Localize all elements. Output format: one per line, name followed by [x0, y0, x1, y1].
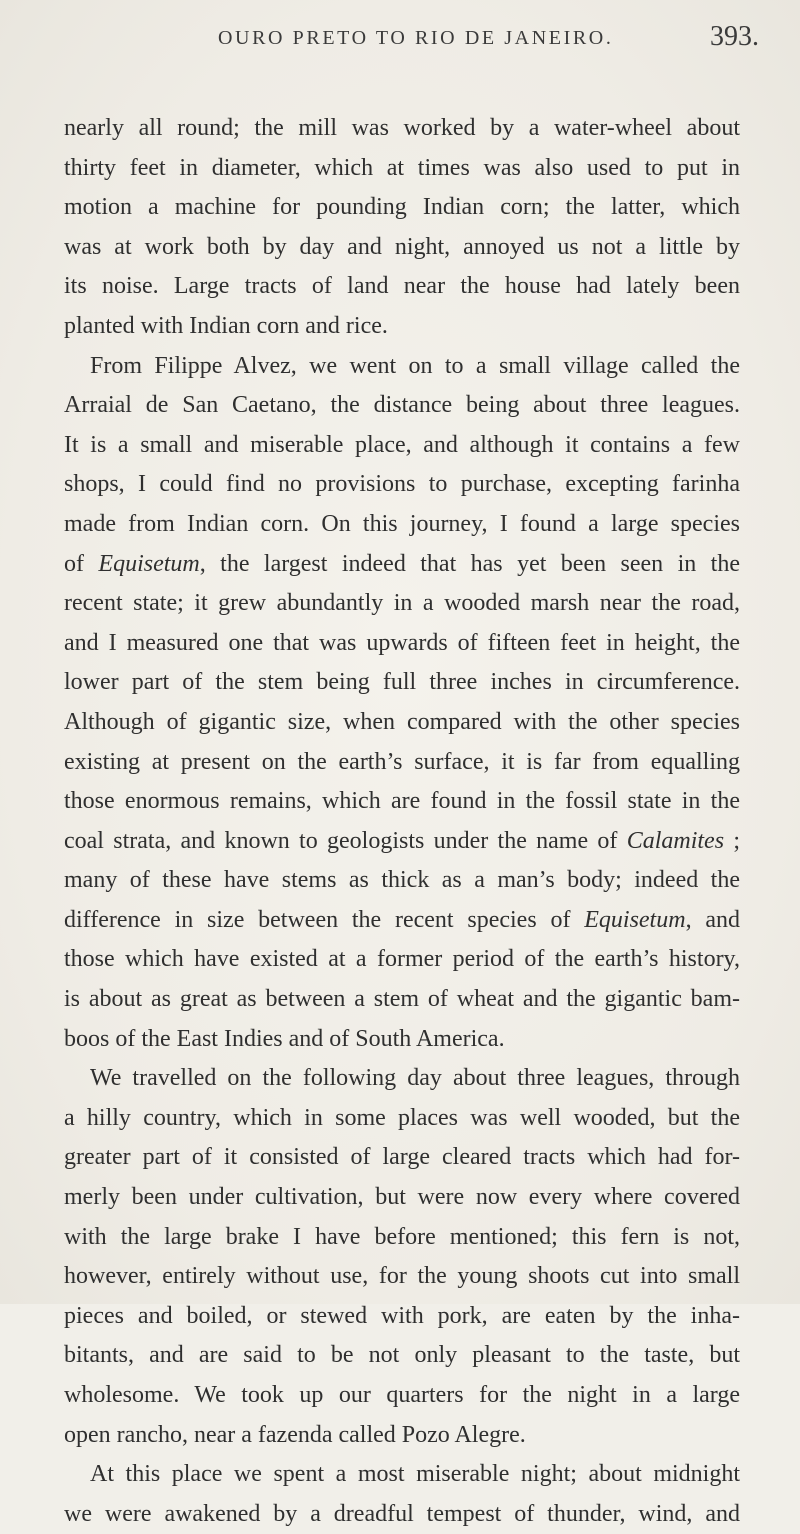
text-line: with the large brake I have before mentioned; this fern is not,: [64, 1223, 740, 1250]
text-line: those enormous remains, which are found in the fossil state in the: [64, 788, 740, 815]
text-line: many of these have stems as thick as a man’s body; indeed the: [64, 867, 740, 894]
text-line: pieces and boiled, or stewed with pork, are eaten by the inha-: [64, 1302, 740, 1329]
text-line: its noise. Large tracts of land near the house had lately been: [64, 273, 740, 300]
text-line: existing at present on the earth’s surface, it is far from equalling: [64, 748, 740, 775]
page-header: [0, 21, 800, 61]
text-line: difference in size between the recent species of Equisetum, and: [64, 906, 740, 933]
body-text: [64, 109, 740, 1534]
running-head: OURO PRETO TO RIO DE JANEIRO.: [218, 27, 614, 49]
text-line: From Filippe Alvez, we went on to a small village called the: [90, 352, 740, 379]
text-line: however, entirely without use, for the young shoots cut into small: [64, 1263, 740, 1290]
text-line: is about as great as between a stem of wheat and the gigantic bam-: [64, 986, 740, 1013]
text-line: merly been under cultivation, but were now every where covered: [64, 1184, 740, 1211]
text-line: Arraial de San Caetano, the distance being about three leagues.: [64, 392, 740, 419]
text-line: We travelled on the following day about three leagues, through: [90, 1065, 740, 1092]
text-line: At this place we spent a most miserable night; about midnight: [90, 1461, 740, 1488]
text-line: those which have existed at a former period of the earth’s history,: [64, 946, 740, 973]
text-line: was at work both by day and night, annoyed us not a little by: [64, 233, 740, 260]
page-number: 393.: [710, 21, 759, 52]
text-line: motion a machine for pounding Indian corn; the latter, which: [64, 194, 740, 221]
text-line: shops, I could find no provisions to purchase, excepting farinha: [64, 471, 740, 498]
text-line: coal strata, and known to geologists under the name of Calamites ;: [64, 827, 740, 854]
text-line: made from Indian corn. On this journey, I found a large species: [64, 510, 740, 537]
text-line: Although of gigantic size, when compared with the other species: [64, 708, 740, 735]
text-line: bitants, and are said to be not only pleasant to the taste, but: [64, 1342, 740, 1369]
text-line: wholesome. We took up our quarters for the night in a large: [64, 1382, 740, 1408]
text-line: planted with Indian corn and rice.: [64, 312, 388, 339]
text-line: a hilly country, which in some places was well wooded, but the: [64, 1104, 740, 1131]
text-line: of Equisetum, the largest indeed that has yet been seen in the: [64, 550, 740, 577]
text-line: boos of the East Indies and of South America.: [64, 1025, 505, 1052]
text-line: nearly all round; the mill was worked by a water-wheel about: [64, 115, 740, 141]
text-line: lower part of the stem being full three inches in circumference.: [64, 669, 740, 696]
text-line: thirty feet in diameter, which at times was also used to put in: [64, 154, 740, 181]
text-line: and I measured one that was upwards of fifteen feet in height, the: [64, 629, 740, 656]
text-line: recent state; it grew abundantly in a wooded marsh near the road,: [64, 590, 740, 617]
text-line: open rancho, near a fazenda called Pozo Alegre.: [64, 1421, 526, 1448]
text-line: we were awakened by a dreadful tempest of thunder, wind, and: [64, 1500, 740, 1527]
text-line: It is a small and miserable place, and although it contains a few: [64, 431, 740, 458]
text-line: greater part of it consisted of large cleared tracts which had for-: [64, 1144, 740, 1171]
